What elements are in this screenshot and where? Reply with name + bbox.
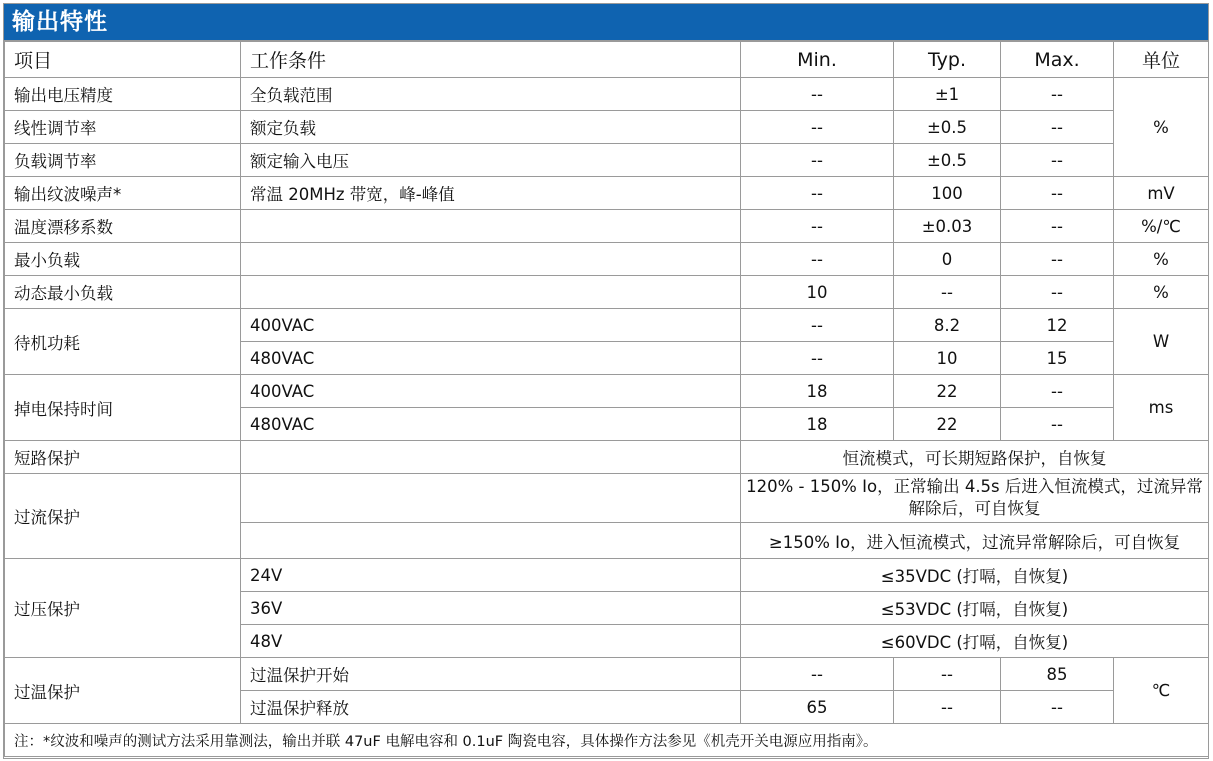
header-condition: 工作条件 <box>241 42 741 78</box>
table-row <box>5 144 1209 177</box>
spec-table <box>4 41 1209 757</box>
item-cell: 短路保护 <box>5 441 241 474</box>
unit-cell: mV <box>1114 177 1209 210</box>
note-row <box>5 724 1209 757</box>
table-row <box>5 559 1209 592</box>
header-typ: Typ. <box>894 42 1001 78</box>
max-cell: -- <box>1001 691 1114 724</box>
min-cell: -- <box>741 342 894 375</box>
item-cell: 过流保护 <box>5 474 241 559</box>
table-row <box>5 375 1209 408</box>
table-row <box>5 309 1209 342</box>
condition-cell <box>241 474 741 523</box>
description-cell: 120% - 150% Io，正常输出 4.5s 后进入恒流模式，过流异常解除后，可自恢复 <box>741 474 1209 523</box>
table-row <box>5 78 1209 111</box>
max-cell: -- <box>1001 177 1114 210</box>
max-cell: -- <box>1001 243 1114 276</box>
unit-cell: W <box>1114 309 1209 375</box>
min-cell: -- <box>741 243 894 276</box>
min-cell: -- <box>741 144 894 177</box>
item-cell: 动态最小负载 <box>5 276 241 309</box>
condition-cell: 48V <box>241 625 741 658</box>
section-title: 输出特性 <box>4 4 1208 41</box>
min-cell: -- <box>741 309 894 342</box>
condition-cell: 常温 20MHz 带宽，峰-峰值 <box>241 177 741 210</box>
condition-cell <box>241 441 741 474</box>
condition-cell <box>241 276 741 309</box>
min-cell: 18 <box>741 408 894 441</box>
unit-cell: % <box>1114 276 1209 309</box>
description-cell: ≤35VDC (打嗝，自恢复) <box>741 559 1209 592</box>
condition-cell <box>241 523 741 559</box>
min-cell: 18 <box>741 375 894 408</box>
item-cell: 线性调节率 <box>5 111 241 144</box>
header-unit: 单位 <box>1114 42 1209 78</box>
max-cell: 12 <box>1001 309 1114 342</box>
unit-cell: ℃ <box>1114 658 1209 724</box>
min-cell: -- <box>741 210 894 243</box>
footnote: 注：*纹波和噪声的测试方法采用靠测法，输出并联 47uF 电解电容和 0.1uF 陶瓷电容，具体操作方法参见《机壳开关电源应用指南》。 <box>5 724 1209 757</box>
typ-cell: ±0.5 <box>894 111 1001 144</box>
typ-cell: -- <box>894 691 1001 724</box>
description-cell: ≤60VDC (打嗝，自恢复) <box>741 625 1209 658</box>
typ-cell: -- <box>894 658 1001 691</box>
table-row <box>5 177 1209 210</box>
typ-cell: 100 <box>894 177 1001 210</box>
output-characteristics-sheet <box>3 3 1209 759</box>
condition-cell: 过温保护释放 <box>241 691 741 724</box>
min-cell: -- <box>741 111 894 144</box>
typ-cell: 22 <box>894 408 1001 441</box>
condition-cell <box>241 210 741 243</box>
typ-cell: ±0.5 <box>894 144 1001 177</box>
unit-cell: % <box>1114 243 1209 276</box>
item-cell: 负载调节率 <box>5 144 241 177</box>
condition-cell: 480VAC <box>241 342 741 375</box>
min-cell: -- <box>741 177 894 210</box>
condition-cell: 400VAC <box>241 309 741 342</box>
max-cell: -- <box>1001 276 1114 309</box>
item-cell: 输出纹波噪声* <box>5 177 241 210</box>
header-row <box>5 42 1209 78</box>
item-cell: 过压保护 <box>5 559 241 658</box>
typ-cell: 10 <box>894 342 1001 375</box>
item-cell: 待机功耗 <box>5 309 241 375</box>
unit-cell: ms <box>1114 375 1209 441</box>
condition-cell <box>241 243 741 276</box>
unit-cell: % <box>1114 78 1209 177</box>
typ-cell: ±1 <box>894 78 1001 111</box>
table-row <box>5 276 1209 309</box>
header-item: 项目 <box>5 42 241 78</box>
max-cell: -- <box>1001 375 1114 408</box>
max-cell: 85 <box>1001 658 1114 691</box>
unit-cell: %/℃ <box>1114 210 1209 243</box>
header-max: Max. <box>1001 42 1114 78</box>
item-cell: 输出电压精度 <box>5 78 241 111</box>
typ-cell: ±0.03 <box>894 210 1001 243</box>
table-row <box>5 111 1209 144</box>
header-min: Min. <box>741 42 894 78</box>
max-cell: 15 <box>1001 342 1114 375</box>
item-cell: 温度漂移系数 <box>5 210 241 243</box>
condition-cell: 额定负载 <box>241 111 741 144</box>
condition-cell: 全负载范围 <box>241 78 741 111</box>
max-cell: -- <box>1001 111 1114 144</box>
condition-cell: 额定输入电压 <box>241 144 741 177</box>
item-cell: 掉电保持时间 <box>5 375 241 441</box>
max-cell: -- <box>1001 78 1114 111</box>
description-cell: 恒流模式，可长期短路保护，自恢复 <box>741 441 1209 474</box>
typ-cell: 22 <box>894 375 1001 408</box>
typ-cell: 8.2 <box>894 309 1001 342</box>
table-row <box>5 658 1209 691</box>
max-cell: -- <box>1001 144 1114 177</box>
min-cell: 10 <box>741 276 894 309</box>
description-cell: ≥150% Io，进入恒流模式，过流异常解除后，可自恢复 <box>741 523 1209 559</box>
min-cell: -- <box>741 658 894 691</box>
min-cell: 65 <box>741 691 894 724</box>
typ-cell: -- <box>894 276 1001 309</box>
min-cell: -- <box>741 78 894 111</box>
condition-cell: 过温保护开始 <box>241 658 741 691</box>
table-row <box>5 210 1209 243</box>
table-row <box>5 441 1209 474</box>
condition-cell: 24V <box>241 559 741 592</box>
typ-cell: 0 <box>894 243 1001 276</box>
condition-cell: 400VAC <box>241 375 741 408</box>
item-cell: 最小负载 <box>5 243 241 276</box>
max-cell: -- <box>1001 210 1114 243</box>
max-cell: -- <box>1001 408 1114 441</box>
condition-cell: 480VAC <box>241 408 741 441</box>
condition-cell: 36V <box>241 592 741 625</box>
description-cell: ≤53VDC (打嗝，自恢复) <box>741 592 1209 625</box>
item-cell: 过温保护 <box>5 658 241 724</box>
table-row <box>5 474 1209 523</box>
table-row <box>5 243 1209 276</box>
